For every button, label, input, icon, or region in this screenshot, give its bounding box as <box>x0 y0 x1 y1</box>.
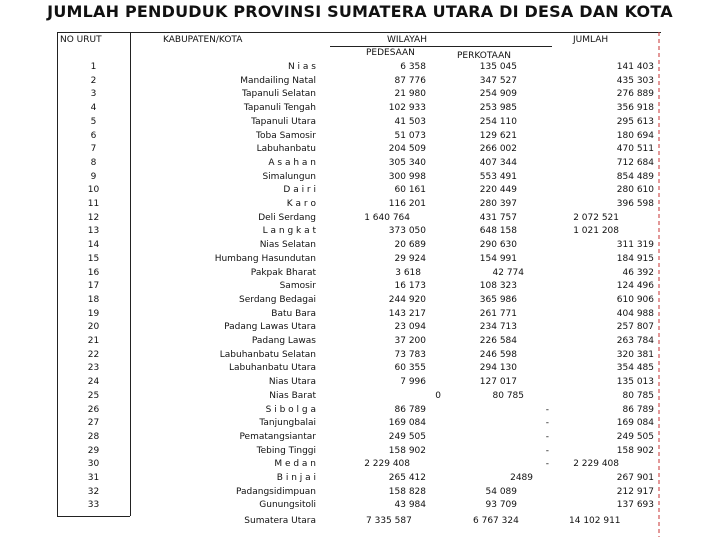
pedesaan-value: 305 340 <box>388 157 426 168</box>
row-number: 4 <box>90 103 97 114</box>
table-row <box>57 349 661 363</box>
row-number: 8 <box>90 157 97 168</box>
row-number: 30 <box>87 459 100 470</box>
pedesaan-value: 0 <box>435 390 441 401</box>
kabupaten-name: Tapanuli Utara <box>251 116 316 127</box>
kabupaten-name: Padang Lawas Utara <box>224 322 316 333</box>
perkotaan-value: 266 002 <box>479 144 517 155</box>
pedesaan-value: 373 050 <box>388 226 426 237</box>
perkotaan-value: 220 449 <box>479 185 517 196</box>
kabupaten-name: S i b o l g a <box>265 404 316 415</box>
kabupaten-name: Nias Selatan <box>259 240 316 251</box>
perkotaan-value: - <box>545 418 549 429</box>
pedesaan-value: 41 503 <box>394 116 426 127</box>
kabupaten-name: B i n j a i <box>276 473 316 483</box>
pedesaan-value: 244 920 <box>388 294 426 305</box>
kabupaten-name: D a i r i <box>283 185 316 196</box>
perkotaan-value: 294 130 <box>479 363 517 374</box>
perkotaan-value: 261 771 <box>479 308 517 319</box>
pedesaan-value: 29 924 <box>394 253 426 264</box>
kabupaten-name: Tebing Tinggi <box>256 445 316 456</box>
kabupaten-name: Padangsidimpuan <box>236 486 316 497</box>
header-pedesaan: PEDESAAN <box>366 48 415 58</box>
jumlah-value: 610 906 <box>616 294 654 305</box>
perkotaan-value: 135 045 <box>479 62 517 72</box>
jumlah-value: 212 917 <box>616 486 654 497</box>
table-row <box>57 362 661 376</box>
kabupaten-name: A s a h a n <box>268 157 316 168</box>
table-row <box>57 198 661 212</box>
pedesaan-value: 169 084 <box>388 418 426 429</box>
perkotaan-value: - <box>545 445 549 456</box>
table-row <box>57 294 661 308</box>
perkotaan-value: 347 527 <box>479 75 517 86</box>
row-number: 28 <box>87 431 100 442</box>
row-number: 2 <box>90 75 97 86</box>
pedesaan-value: 158 902 <box>388 445 426 456</box>
table-row <box>57 499 661 513</box>
total-pedesaan: 7 335 587 <box>366 516 412 526</box>
row-number: 31 <box>87 473 100 483</box>
jumlah-value: 712 684 <box>616 157 654 168</box>
table-row <box>57 88 661 102</box>
row-number: 13 <box>87 226 100 237</box>
perkotaan-value: 129 621 <box>479 130 517 141</box>
pedesaan-value: 43 984 <box>394 500 426 511</box>
table-row <box>57 130 661 144</box>
pedesaan-value: 102 933 <box>388 103 426 114</box>
row-number: 12 <box>87 212 100 223</box>
row-number: 24 <box>87 377 100 388</box>
pedesaan-value: 37 200 <box>394 336 426 346</box>
perkotaan-value: 431 757 <box>479 212 517 223</box>
jumlah-value: 86 789 <box>622 404 654 415</box>
jumlah-value: 169 084 <box>616 418 654 429</box>
kabupaten-name: Toba Samosir <box>256 130 316 141</box>
jumlah-value: 184 915 <box>616 253 654 264</box>
jumlah-value: 137 693 <box>616 500 654 511</box>
pedesaan-value: 143 217 <box>388 308 426 319</box>
pedesaan-value: 1 640 764 <box>364 212 410 223</box>
kabupaten-name: Batu Bara <box>271 308 316 319</box>
row-number: 25 <box>87 390 100 401</box>
row-number: 16 <box>87 267 100 278</box>
header-wilayah: WILAYAH <box>387 35 427 45</box>
wilayah-underline <box>330 46 552 47</box>
jumlah-value: 135 013 <box>616 377 654 388</box>
table-row <box>57 239 661 253</box>
perkotaan-value: 2489 <box>510 473 533 483</box>
pedesaan-value: 265 412 <box>388 473 426 483</box>
table-row <box>57 486 661 500</box>
perkotaan-value: - <box>545 404 549 415</box>
pedesaan-value: 20 689 <box>394 240 426 251</box>
row-number: 23 <box>87 363 100 374</box>
pedesaan-value: 116 201 <box>388 199 426 209</box>
perkotaan-value: 280 397 <box>479 199 517 209</box>
jumlah-value: 257 807 <box>616 322 654 333</box>
pedesaan-value: 86 789 <box>394 404 426 415</box>
jumlah-value: 158 902 <box>616 445 654 456</box>
row-number: 3 <box>90 89 97 100</box>
jumlah-value: 249 505 <box>616 431 654 442</box>
table-row <box>57 225 661 239</box>
jumlah-value: 320 381 <box>616 349 654 360</box>
jumlah-value: 46 392 <box>622 267 654 278</box>
table-row <box>57 458 661 472</box>
kabupaten-name: Pakpak Bharat <box>250 267 316 278</box>
pedesaan-value: 2 229 408 <box>364 459 410 470</box>
jumlah-value: 124 496 <box>616 281 654 292</box>
kabupaten-name: Labuhanbatu Selatan <box>219 349 316 360</box>
kabupaten-name: Labuhanbatu <box>256 144 316 155</box>
table-row <box>57 404 661 418</box>
row-number: 22 <box>87 349 100 360</box>
table-top-border <box>57 32 661 33</box>
table-row <box>57 376 661 390</box>
header-no-urut: NO URUT <box>60 35 102 45</box>
table-row <box>57 280 661 294</box>
pedesaan-value: 249 505 <box>388 431 426 442</box>
table-row <box>57 417 661 431</box>
total-jumlah: 14 102 911 <box>569 516 621 526</box>
table-row <box>57 157 661 171</box>
pedesaan-value: 21 980 <box>394 89 426 100</box>
perkotaan-value: 234 713 <box>479 322 517 333</box>
perkotaan-value: 254 909 <box>479 89 517 100</box>
jumlah-value: 141 403 <box>616 62 654 72</box>
table-row <box>57 184 661 198</box>
jumlah-value: 435 303 <box>616 75 654 86</box>
pedesaan-value: 23 094 <box>394 322 426 333</box>
header-kabupaten: KABUPATEN/KOTA <box>163 35 243 45</box>
row-number: 26 <box>87 404 100 415</box>
kabupaten-name: Nias Utara <box>268 377 316 388</box>
table-row <box>57 431 661 445</box>
perkotaan-value: 407 344 <box>479 157 517 168</box>
jumlah-value: 854 489 <box>616 171 654 182</box>
pedesaan-value: 158 828 <box>388 486 426 497</box>
kabupaten-name: Humbang Hasundutan <box>214 253 316 264</box>
pedesaan-value: 51 073 <box>394 130 426 141</box>
pedesaan-value: 73 783 <box>394 349 426 360</box>
perkotaan-value: 108 323 <box>479 281 517 292</box>
row-number: 15 <box>87 253 100 264</box>
table-row <box>57 102 661 116</box>
perkotaan-value: 226 584 <box>479 336 517 346</box>
row-number: 33 <box>87 500 100 511</box>
table-row <box>57 143 661 157</box>
row-number: 27 <box>87 418 100 429</box>
table-row <box>57 390 661 404</box>
perkotaan-value: 154 991 <box>479 253 517 264</box>
total-row <box>57 515 661 529</box>
kabupaten-name: N i a s <box>287 62 316 72</box>
perkotaan-value: - <box>545 459 549 470</box>
pedesaan-value: 7 996 <box>400 377 426 388</box>
kabupaten-name: Padang Lawas <box>251 336 316 346</box>
table-row <box>57 116 661 130</box>
header-jumlah: JUMLAH <box>573 35 609 45</box>
row-number: 7 <box>90 144 97 155</box>
row-number: 6 <box>90 130 97 141</box>
perkotaan-value: 42 774 <box>492 267 524 278</box>
table-row <box>57 75 661 89</box>
table-row <box>57 445 661 459</box>
table-row <box>57 472 661 486</box>
jumlah-value: 280 610 <box>616 185 654 196</box>
jumlah-value: 1 021 208 <box>573 226 619 237</box>
row-number: 29 <box>87 445 100 456</box>
perkotaan-value: 290 630 <box>479 240 517 251</box>
row-number: 11 <box>87 199 100 209</box>
jumlah-value: 470 511 <box>616 144 654 155</box>
pedesaan-value: 204 509 <box>388 144 426 155</box>
kabupaten-name: K a r o <box>286 199 316 209</box>
jumlah-value: 276 889 <box>616 89 654 100</box>
perkotaan-value: 648 158 <box>479 226 517 237</box>
perkotaan-value: 54 089 <box>485 486 517 497</box>
jumlah-value: 80 785 <box>622 390 654 401</box>
kabupaten-name: M e d a n <box>274 459 316 470</box>
kabupaten-name: Pematangsiantar <box>239 431 316 442</box>
kabupaten-name: Nias Barat <box>269 390 316 401</box>
page-title: JUMLAH PENDUDUK PROVINSI SUMATERA UTARA DI DESA DAN KOTA <box>47 2 673 21</box>
row-number: 17 <box>87 281 100 292</box>
row-number: 20 <box>87 322 100 333</box>
jumlah-value: 267 901 <box>616 473 654 483</box>
perkotaan-value: 127 017 <box>479 377 517 388</box>
perkotaan-value: 246 598 <box>479 349 517 360</box>
row-number: 5 <box>90 116 97 127</box>
jumlah-value: 356 918 <box>616 103 654 114</box>
table-row <box>57 171 661 185</box>
pedesaan-value: 87 776 <box>394 75 426 86</box>
jumlah-value: 404 988 <box>616 308 654 319</box>
table-row <box>57 61 661 75</box>
row-number: 10 <box>87 185 100 196</box>
kabupaten-name: Gunungsitoli <box>259 500 316 511</box>
row-number: 21 <box>87 336 100 346</box>
jumlah-value: 180 694 <box>616 130 654 141</box>
pedesaan-value: 16 173 <box>394 281 426 292</box>
header-perkotaan: PERKOTAAN <box>457 51 511 61</box>
kabupaten-name: Tanjungbalai <box>259 418 316 429</box>
kabupaten-name: Labuhanbatu Utara <box>228 363 316 374</box>
perkotaan-value: 365 986 <box>479 294 517 305</box>
pedesaan-value: 300 998 <box>388 171 426 182</box>
kabupaten-name: Samosir <box>279 281 316 292</box>
pedesaan-value: 60 355 <box>394 363 426 374</box>
jumlah-value: 295 613 <box>616 116 654 127</box>
row-number: 1 <box>90 62 97 72</box>
pedesaan-value: 60 161 <box>394 185 426 196</box>
jumlah-value: 311 319 <box>616 240 654 251</box>
pedesaan-value: 6 358 <box>400 62 426 72</box>
kabupaten-name: Tapanuli Selatan <box>241 89 316 100</box>
kabupaten-name: Deli Serdang <box>258 212 316 223</box>
row-number: 9 <box>90 171 97 182</box>
row-number: 19 <box>87 308 100 319</box>
total-label: Sumatera Utara <box>244 516 316 526</box>
kabupaten-name: Simalungun <box>262 171 316 182</box>
perkotaan-value: - <box>545 431 549 442</box>
kabupaten-name: Serdang Bedagai <box>239 294 316 305</box>
jumlah-value: 263 784 <box>616 336 654 346</box>
table-row <box>57 267 661 281</box>
perkotaan-value: 553 491 <box>479 171 517 182</box>
jumlah-value: 354 485 <box>616 363 654 374</box>
total-perkotaan: 6 767 324 <box>473 516 519 526</box>
jumlah-value: 2 229 408 <box>573 459 619 470</box>
table-row <box>57 253 661 267</box>
row-number: 32 <box>87 486 100 497</box>
jumlah-value: 396 598 <box>616 199 654 209</box>
kabupaten-name: L a n g k a t <box>262 226 316 237</box>
table-row <box>57 335 661 349</box>
table-row <box>57 321 661 335</box>
jumlah-value: 2 072 521 <box>573 212 619 223</box>
perkotaan-value: 253 985 <box>479 103 517 114</box>
row-number: 18 <box>87 294 100 305</box>
table-row <box>57 308 661 322</box>
kabupaten-name: Mandailing Natal <box>240 75 316 86</box>
pedesaan-value: 3 618 <box>395 267 421 278</box>
row-number: 14 <box>87 240 100 251</box>
table-row <box>57 212 661 226</box>
perkotaan-value: 80 785 <box>492 390 524 401</box>
perkotaan-value: 254 110 <box>479 116 517 127</box>
kabupaten-name: Tapanuli Tengah <box>243 103 316 114</box>
perkotaan-value: 93 709 <box>485 500 517 511</box>
